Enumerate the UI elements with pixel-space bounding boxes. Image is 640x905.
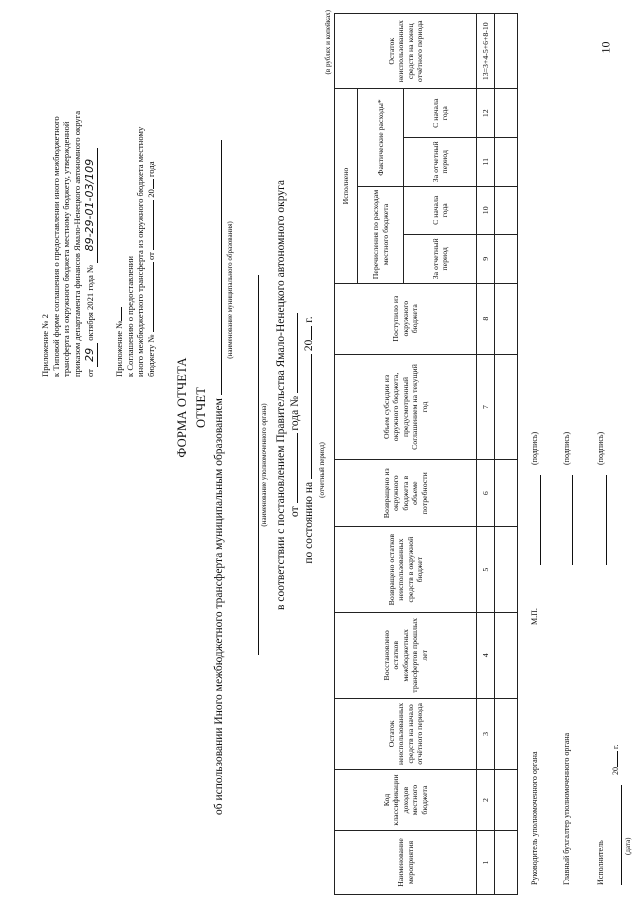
sub-reporting-2: За отчетный период: [404, 137, 477, 186]
attachment-line2: к Соглашению о предоставлении: [124, 255, 135, 377]
appendix-line5: от 29 октября 2021 года № 89-29-01-03/109: [83, 17, 98, 377]
col-num-13: 13=3+4-5+6+8-10: [477, 14, 495, 89]
col-num-9: 9: [477, 235, 495, 284]
col-num-11: 11: [477, 137, 495, 186]
sig-executor-line: [596, 475, 607, 565]
sig-accountant-label: Главный бухгалтер уполномоченного органа: [562, 732, 571, 885]
caption-authorized: (наименование уполномоченного органа): [260, 403, 268, 527]
authorized-body-line: [248, 275, 259, 655]
sig-executor-signature: (подпись): [596, 431, 605, 465]
header-returned-to-budget: Возвращено остатков неиспользованных средств в окружной бюджет: [335, 527, 477, 613]
report-subtitle: об использовании Иного межбюджетного трансферта муниципальным образованием: [213, 398, 225, 815]
caption-municipality: (наименование муниципального образования): [226, 221, 234, 359]
report-subtitle-line: [212, 55, 226, 815]
units-label: (в рублях и копейках): [324, 10, 332, 75]
sig-head-label: Руководитель уполномоченного органа: [530, 751, 539, 885]
attachment-line1: Приложение №: [114, 320, 124, 377]
sub-reporting-1: За отчетный период: [404, 235, 477, 284]
col-num-3: 3: [477, 698, 495, 769]
header-balance-start: Остаток неиспользованных средств на начало отчётного периода: [335, 698, 477, 769]
report-table: [334, 13, 518, 895]
header-income-code: Код классификации доходов местного бюджета: [335, 770, 477, 831]
sig-date-caption: (дата): [624, 837, 632, 855]
sig-head-line: [530, 475, 541, 565]
table-row: [494, 830, 517, 894]
col-num-6: 6: [477, 460, 495, 527]
appendix-line1: Приложение № 2: [40, 314, 50, 377]
appendix-line3: трансферта из окружного бюджета местному бюджету, утвержденной: [61, 121, 72, 377]
handwritten-day: 29: [83, 343, 98, 367]
handwritten-order-number: 89-29-01-03/109: [83, 148, 98, 263]
appendix-block: [40, 17, 98, 377]
sig-head-signature: (подпись): [530, 431, 539, 465]
col-num-12: 12: [477, 89, 495, 138]
sig-accountant-signature: (подпись): [562, 431, 571, 465]
report-title: ОТЧЕТ: [194, 386, 208, 429]
header-executed: Исполнено: [335, 89, 358, 283]
sub-year-start-1: С начала года: [404, 186, 477, 235]
decree-text: в соответствии с постановлением Правительства Ямало-Ненецкого автономного округа: [275, 180, 287, 610]
header-actual-expenses: Фактические расходы*: [358, 89, 404, 186]
caption-period: (отчетный период): [318, 442, 326, 498]
as-of-line: по состоянию на 20 г.: [303, 316, 315, 564]
sig-year: 20 г.: [611, 744, 620, 775]
header-restored: Восстановлено остатков межбюджетных трансфертов прошлых лет: [335, 612, 477, 698]
header-returned-from-budget: Возвращено из окружного бюджета в объеме потребности: [335, 460, 477, 527]
col-num-2: 2: [477, 770, 495, 831]
sig-executor-label: Исполнитель: [596, 840, 605, 885]
sig-mp: М.П.: [530, 608, 539, 625]
header-received: Поступило из окружного бюджета: [335, 283, 477, 354]
col-num-5: 5: [477, 527, 495, 613]
decree-date-line: от года №: [288, 215, 302, 615]
page-number: 10: [598, 41, 613, 54]
col-num-1: 1: [477, 830, 495, 894]
sig-date-line: [611, 785, 622, 885]
header-activity: Наименование мероприятия: [335, 830, 477, 894]
attachment-line4: бюджету № от 20 года: [146, 161, 157, 377]
appendix-line4: приказом департамента финансов Ямало-Ненецкого автономного округа: [72, 110, 83, 377]
attachment-block: [114, 17, 157, 377]
appendix-line2: к Типовой форме соглашения о предоставлении иного межбюджетного: [50, 116, 61, 377]
col-num-8: 8: [477, 283, 495, 354]
sig-accountant-line: [562, 475, 573, 565]
header-balance-end: Остаток неиспользованных средств на конец отчётного периода: [335, 14, 477, 89]
col-num-10: 10: [477, 186, 495, 235]
form-title: ФОРМА ОТЧЕТА: [175, 357, 189, 458]
attachment-line3: иного межбюджетного трансферта из окружного бюджета местному: [135, 126, 146, 377]
col-num-4: 4: [477, 612, 495, 698]
header-subsidy-volume: Объем субсидии из окружного бюджета, предусмотренный Соглашением на текущий год: [335, 354, 477, 459]
header-transfers: Перечисления по расходам местного бюджета: [358, 186, 404, 283]
sub-year-start-2: С начала года: [404, 89, 477, 138]
col-num-7: 7: [477, 354, 495, 459]
